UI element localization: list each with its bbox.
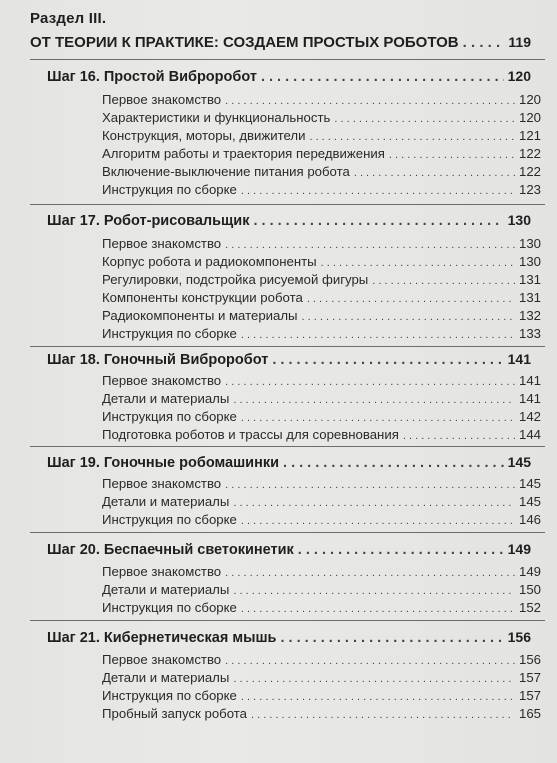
section-label: Раздел III. [30,10,107,27]
toc-item [102,512,541,527]
item-label: Первое знакомство [102,652,222,667]
item-page: 130 [518,254,541,269]
dot-leader [233,497,515,509]
dot-leader [251,709,515,721]
dot-leader [225,655,515,667]
dot-leader [389,149,515,161]
dot-leader [233,673,515,685]
item-page: 132 [518,308,541,323]
toc-item [102,409,541,424]
dot-leader [241,185,515,197]
section-page: 119 [508,34,531,50]
item-page: 165 [518,706,541,721]
toc-item [102,391,541,406]
step-heading [47,629,531,646]
step-page: 145 [507,454,531,470]
item-label: Детали и материалы [102,670,230,685]
dot-leader [302,311,515,323]
item-page: 131 [518,290,541,305]
toc-item [102,308,541,323]
item-page: 141 [518,391,541,406]
dot-leader [233,585,515,597]
step-title: Шаг 20. Беспаечный светокинетик [47,542,294,558]
dot-leader [233,394,515,406]
toc-item [102,670,541,685]
toc-item [102,182,541,197]
item-label: Инструкция по сборке [102,409,237,424]
item-page: 156 [518,652,541,667]
dot-leader [307,293,515,305]
dot-leader [241,515,515,527]
step-page: 120 [507,68,531,84]
item-label: Инструкция по сборке [102,688,237,703]
dot-leader [321,257,515,269]
toc-item [102,128,541,143]
item-label: Инструкция по сборке [102,182,237,197]
toc-item [102,564,541,579]
dot-leader [225,95,515,107]
item-label: Подготовка роботов и трассы для соревнования [102,427,399,442]
item-page: 152 [518,600,541,615]
item-label: Радиокомпоненты и материалы [102,308,298,323]
toc-item [102,427,541,442]
divider [30,204,545,205]
item-page: 144 [518,427,541,442]
item-label: Компоненты конструкции робота [102,290,303,305]
item-label: Первое знакомство [102,476,222,491]
item-label: Конструкция, моторы, движители [102,128,306,143]
item-label: Первое знакомство [102,236,222,251]
item-page: 150 [518,582,541,597]
dot-leader [261,69,504,85]
dot-leader [280,630,503,646]
step-heading [47,541,531,558]
item-label: Первое знакомство [102,92,222,107]
toc-item [102,652,541,667]
divider [30,620,545,621]
toc-item [102,164,541,179]
toc-item [102,272,541,287]
item-label: Первое знакомство [102,373,222,388]
item-page: 145 [518,494,541,509]
dot-leader [272,352,503,368]
toc-item [102,92,541,107]
dot-leader [241,691,515,703]
item-page: 122 [518,164,541,179]
step-title: Шаг 19. Гоночные робомашинки [47,455,280,471]
toc-item [102,236,541,251]
dot-leader [403,430,515,442]
item-page: 120 [518,110,541,125]
item-label: Корпус робота и радиокомпоненты [102,254,317,269]
toc-item [102,494,541,509]
item-label: Инструкция по сборке [102,512,237,527]
dot-leader [372,275,515,287]
item-label: Инструкция по сборке [102,326,237,341]
item-page: 146 [518,512,541,527]
step-heading [47,212,531,229]
dot-leader [241,329,515,341]
item-label: Инструкция по сборке [102,600,237,615]
toc-item [102,326,541,341]
item-label: Характеристики и функциональность [102,110,331,125]
dot-leader [298,542,504,558]
toc-item [102,254,541,269]
step-page: 141 [507,351,531,367]
step-heading [47,68,531,85]
item-page: 157 [518,670,541,685]
toc-item [102,476,541,491]
item-page: 157 [518,688,541,703]
section-title: ОТ ТЕОРИИ К ПРАКТИКЕ: СОЗДАЕМ ПРОСТЫХ РОБОТОВ [30,34,459,51]
item-page: 149 [518,564,541,579]
divider [30,59,545,60]
dot-leader [225,376,515,388]
dot-leader [354,167,515,179]
item-page: 130 [518,236,541,251]
toc-item [102,600,541,615]
item-label: Включение-выключение питания робота [102,164,350,179]
step-title: Шаг 21. Кибернетическая мышь [47,630,277,646]
item-page: 122 [518,146,541,161]
item-label: Пробный запуск робота [102,706,247,721]
divider [30,446,545,447]
section-title-row [30,34,531,51]
step-page: 130 [507,212,531,228]
item-label: Регулировки, подстройка рисуемой фигуры [102,272,369,287]
item-label: Детали и материалы [102,494,230,509]
dot-leader [225,479,515,491]
toc-item [102,373,541,388]
toc-item [102,706,541,721]
dot-leader [225,567,515,579]
toc-item [102,688,541,703]
step-heading [47,351,531,368]
item-page: 133 [518,326,541,341]
item-page: 141 [518,373,541,388]
item-page: 131 [518,272,541,287]
step-heading [47,454,531,471]
divider [30,346,545,347]
step-title: Шаг 18. Гоночный Виброробот [47,352,269,368]
step-page: 149 [507,541,531,557]
dot-leader [253,213,503,229]
item-page: 123 [518,182,541,197]
item-page: 120 [518,92,541,107]
step-title: Шаг 17. Робот-рисовальщик [47,213,250,229]
item-label: Детали и материалы [102,582,230,597]
toc-item [102,110,541,125]
toc-item [102,146,541,161]
dot-leader [225,239,515,251]
dot-leader [283,455,504,471]
divider [30,532,545,533]
dot-leader [241,412,515,424]
item-page: 145 [518,476,541,491]
item-label: Детали и материалы [102,391,230,406]
dot-leader [463,34,505,51]
item-page: 142 [518,409,541,424]
item-page: 121 [518,128,541,143]
toc-item [102,290,541,305]
dot-leader [309,131,515,143]
toc-item [102,582,541,597]
item-label: Первое знакомство [102,564,222,579]
item-label: Алгоритм работы и траектория передвижения [102,146,385,161]
step-page: 156 [507,629,531,645]
dot-leader [241,603,515,615]
dot-leader [334,113,515,125]
step-title: Шаг 16. Простой Виброробот [47,69,257,85]
